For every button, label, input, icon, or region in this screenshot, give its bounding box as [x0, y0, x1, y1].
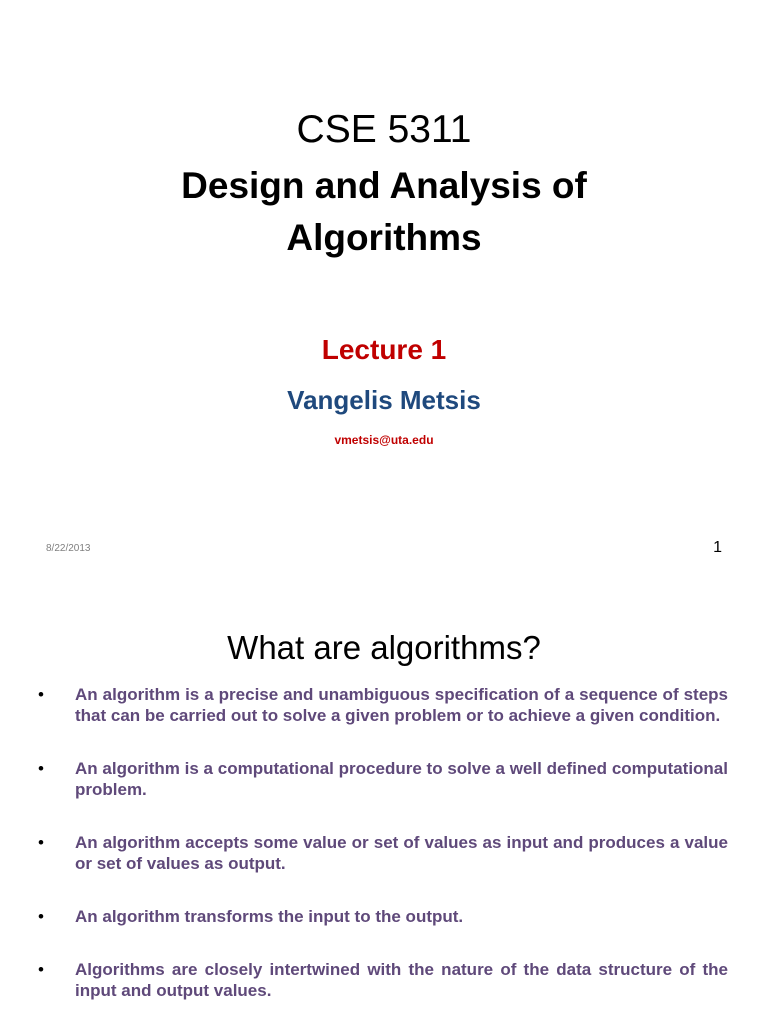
content-slide [0, 576, 768, 1024]
lecture-label: Lecture 1 [321, 334, 447, 365]
page-number: 1 [713, 539, 722, 556]
slide-heading: What are algorithms? [227, 629, 541, 666]
bullet-text: An algorithm is a precise and unambiguous specification of a sequence of steps that can be carried out to solve a given problem or to achieve a given condition. [75, 685, 728, 725]
list-item [38, 906, 728, 927]
bullet-dot-icon: • [38, 833, 44, 852]
course-title: Design and Analysis of Algorithms [181, 165, 587, 258]
bullet-dot-icon: • [38, 685, 44, 704]
list-item [38, 758, 728, 800]
list-item [38, 684, 728, 726]
list-item [38, 959, 728, 1001]
bullet-dot-icon: • [38, 907, 44, 926]
slide-date: 8/22/2013 [46, 543, 91, 554]
course-code: CSE 5311 [296, 108, 472, 151]
bullet-text: An algorithm accepts some value or set of values as input and produces a value or set of values as output. [75, 833, 728, 873]
bullet-text: Algorithms are closely intertwined with the nature of the data structure of the input and output values. [75, 960, 728, 1000]
author-name: Vangelis Metsis [287, 385, 481, 415]
list-item [38, 832, 728, 874]
bullet-dot-icon: • [38, 759, 44, 778]
author-email: vmetsis@uta.edu [334, 433, 434, 447]
bullet-text: An algorithm transforms the input to the output. [75, 907, 464, 926]
bullet-dot-icon: • [38, 960, 44, 979]
bullet-text: An algorithm is a computational procedure to solve a well defined computational problem. [75, 759, 728, 799]
bullet-list [38, 684, 728, 1001]
